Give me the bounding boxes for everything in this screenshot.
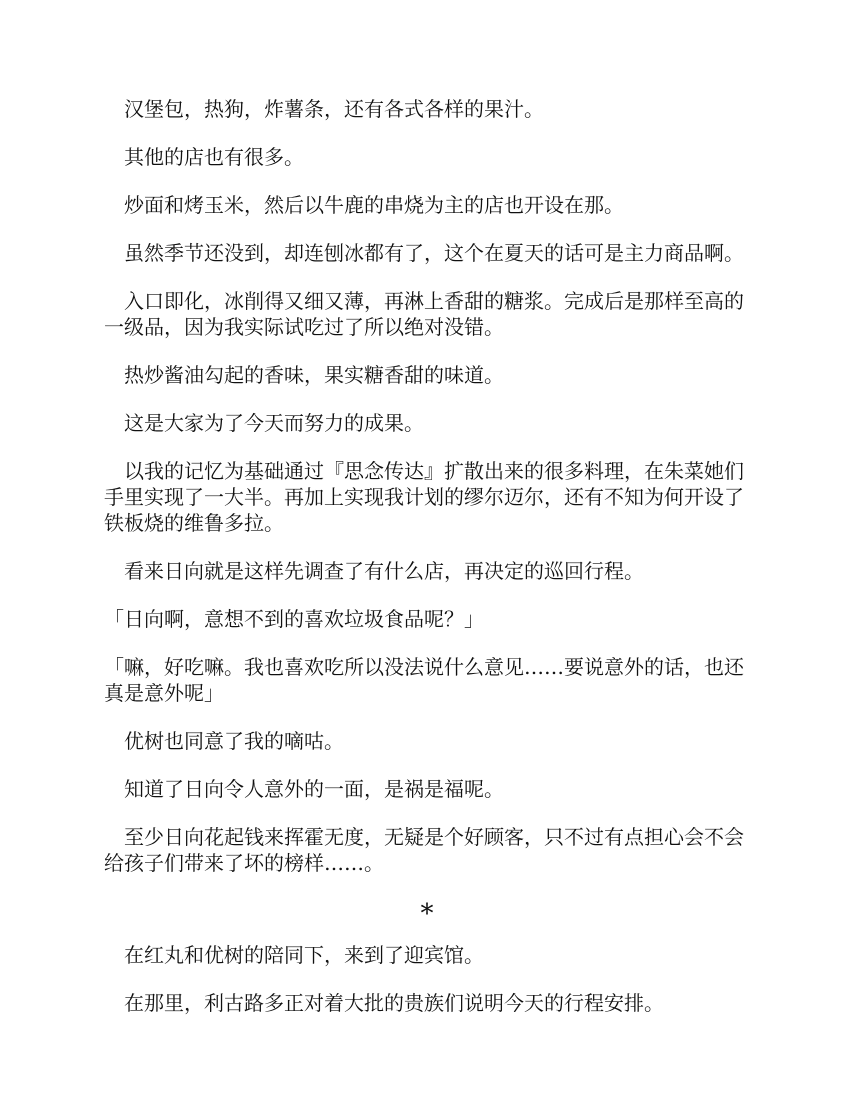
- paragraph: 至少日向花起钱来挥霍无度，无疑是个好顾客，只不过有点担心会不会给孩子们带来了坏的榜样……。: [104, 825, 744, 875]
- text-body: [104, 96, 750, 1038]
- section-separator: *: [420, 899, 434, 929]
- paragraph: 优树也同意了我的嘀咕。: [124, 729, 344, 753]
- paragraph: 热炒酱油勾起的香味，果实糖香甜的味道。: [124, 363, 504, 387]
- paragraph: 其他的店也有很多。: [124, 145, 304, 169]
- paragraph: 炒面和烤玉米，然后以牛鹿的串烧为主的店也开设在那。: [124, 193, 624, 217]
- paragraph: 知道了日向令人意外的一面，是祸是福呢。: [124, 777, 504, 801]
- paragraph: 这是大家为了今天而努力的成果。: [124, 411, 424, 435]
- paragraph: 看来日向就是这样先调查了有什么店，再决定的巡回行程。: [124, 559, 644, 583]
- paragraph: 汉堡包，热狗，炸薯条，还有各式各样的果汁。: [124, 97, 544, 121]
- paragraph: 虽然季节还没到，却连刨冰都有了，这个在夏天的话可是主力商品啊。: [124, 241, 744, 265]
- paragraph: 在那里，利古路多正对着大批的贵族们说明今天的行程安排。: [124, 991, 664, 1015]
- dialogue-paragraph: 「日向啊，意想不到的喜欢垃圾食品呢？」: [104, 607, 484, 631]
- paragraph: 在红丸和优树的陪同下，来到了迎宾馆。: [124, 943, 484, 967]
- dialogue-paragraph: 「嘛，好吃嘛。我也喜欢吃所以没法说什么意见……要说意外的话，也还真是意外呢」: [104, 655, 744, 705]
- paragraph: 以我的记忆为基础通过『思念传达』扩散出来的很多料理，在朱菜她们手里实现了一大半。再加上实现我计划的缪尔迈尔，还有不知为何开设了铁板烧的维鲁多拉。: [104, 459, 744, 535]
- paragraph: 入口即化，冰削得又细又薄，再淋上香甜的糖浆。完成后是那样至高的一级品，因为我实际试吃过了所以绝对没错。: [104, 289, 744, 339]
